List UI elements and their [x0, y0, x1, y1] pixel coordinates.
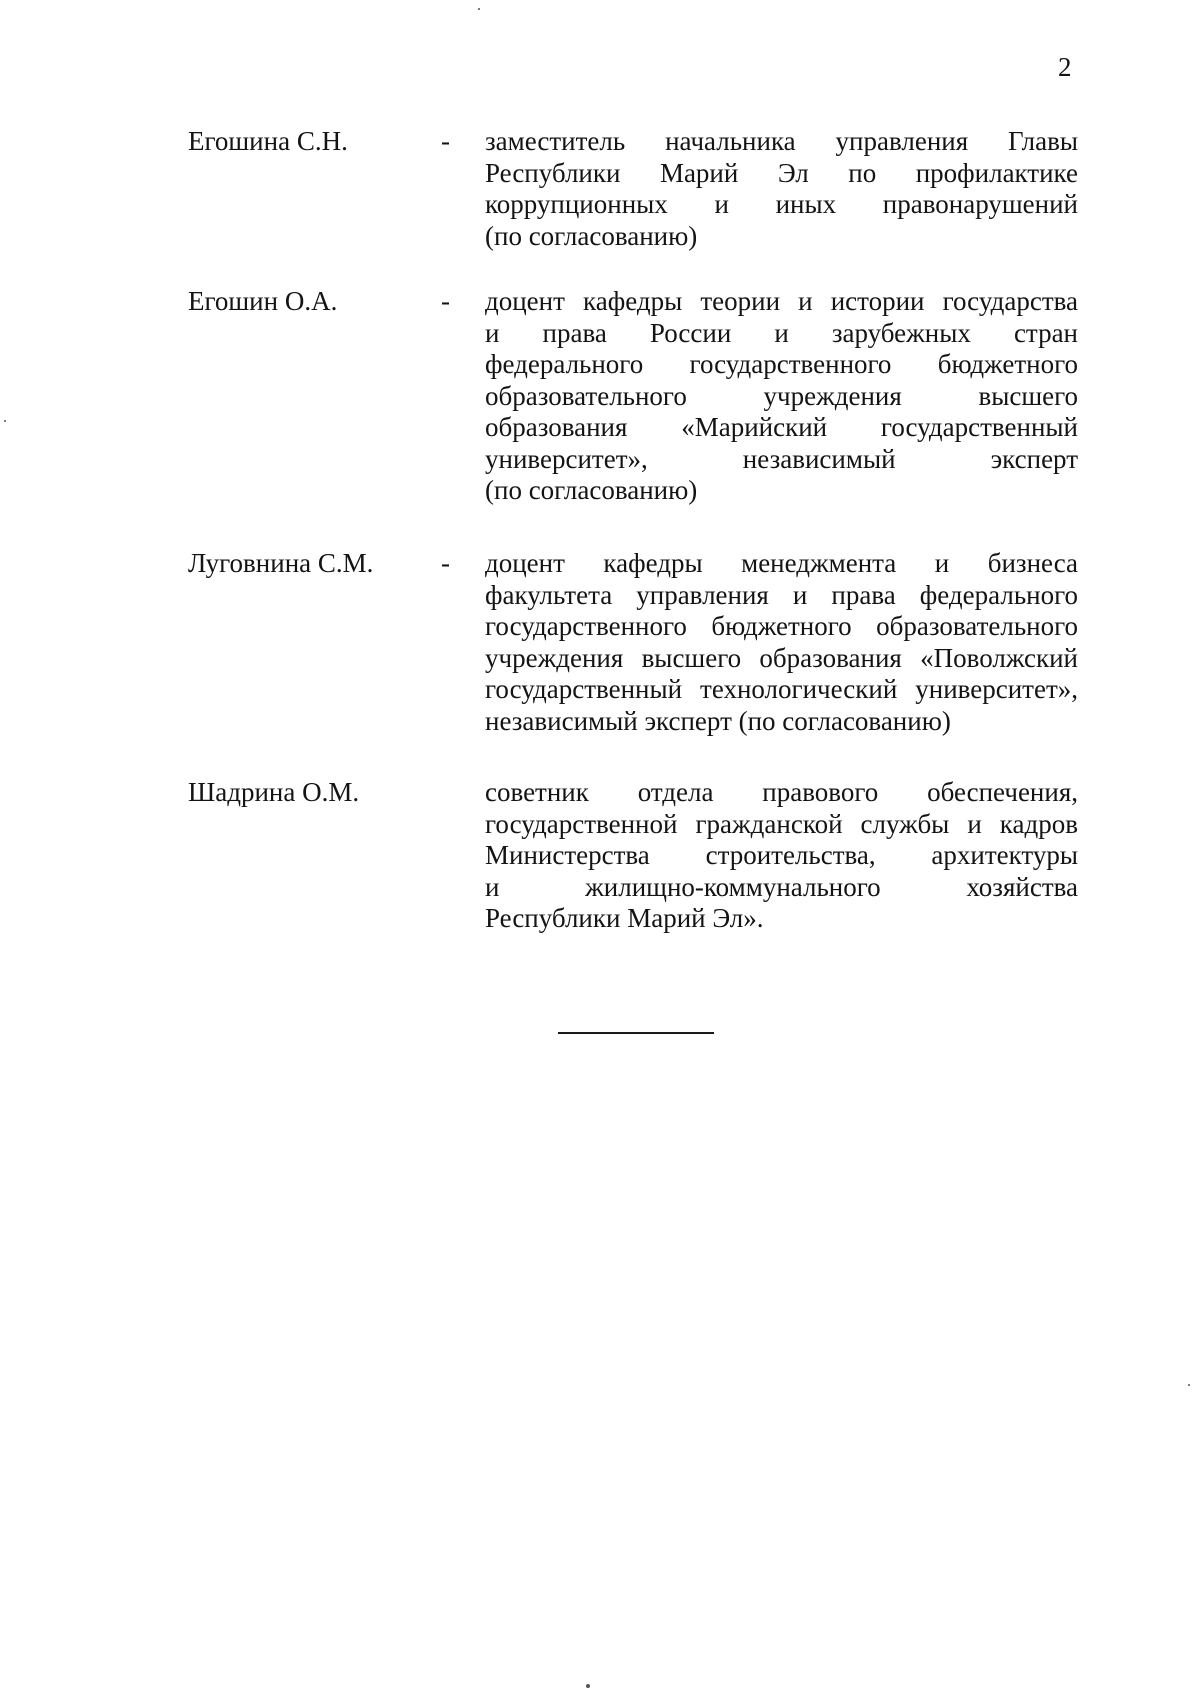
member-description: [485, 777, 1078, 935]
member-name: Егошин О.А.: [188, 286, 338, 316]
description-line: и права России и зарубежных стран: [485, 317, 1078, 348]
member-name: Луговнина С.М.: [188, 548, 374, 578]
page-number: 2: [1058, 52, 1072, 82]
scan-speck: [586, 1684, 590, 1688]
scan-speck: [1188, 1384, 1190, 1386]
description-line: (по согласованию): [485, 475, 698, 505]
description-line: советник отдела правового обеспечения,: [485, 777, 1078, 807]
description-line: Министерства строительства, архитектуры: [485, 840, 1078, 870]
description-line: государственной гражданской службы и кадров: [485, 808, 1078, 839]
end-of-list-rule: [558, 1032, 714, 1034]
description-line: учреждения высшего образования «Поволжский: [485, 642, 1078, 673]
separator-dash: -: [441, 126, 450, 156]
description-line: федерального государственного бюджетного: [485, 349, 1078, 379]
member-name: Егошина С.Н.: [188, 126, 348, 156]
description-line: государственный технологический университет»,: [485, 674, 1078, 704]
member-description: [485, 286, 1078, 507]
description-line: образования «Марийский государственный: [485, 412, 1078, 442]
description-line: университет», независимый эксперт: [485, 443, 1078, 474]
description-line: доцент кафедры теории и истории государства: [485, 286, 1078, 316]
member-description: [485, 548, 1078, 737]
description-line: факультета управления и права федерального: [485, 579, 1078, 610]
description-line: государственного бюджетного образовательного: [485, 611, 1078, 641]
scan-speck: [4, 420, 6, 422]
member-description: [485, 126, 1078, 252]
description-line: Республики Марий Эл по профилактике: [485, 157, 1078, 188]
scan-speck: [478, 8, 480, 10]
description-line: и жилищно-коммунального хозяйства: [485, 871, 1078, 902]
description-line: Республики Марий Эл».: [485, 903, 764, 933]
description-line: (по согласованию): [485, 220, 698, 251]
description-line: образовательного учреждения высшего: [485, 380, 1078, 411]
description-line: доцент кафедры менеджмента и бизнеса: [485, 548, 1078, 578]
description-line: заместитель начальника управления Главы: [485, 126, 1078, 156]
member-name: Шадрина О.М.: [188, 777, 360, 807]
description-line: независимый эксперт (по согласованию): [485, 705, 951, 736]
separator-dash: -: [441, 286, 450, 316]
separator-dash: -: [441, 548, 450, 578]
description-line: коррупционных и иных правонарушений: [485, 189, 1078, 219]
